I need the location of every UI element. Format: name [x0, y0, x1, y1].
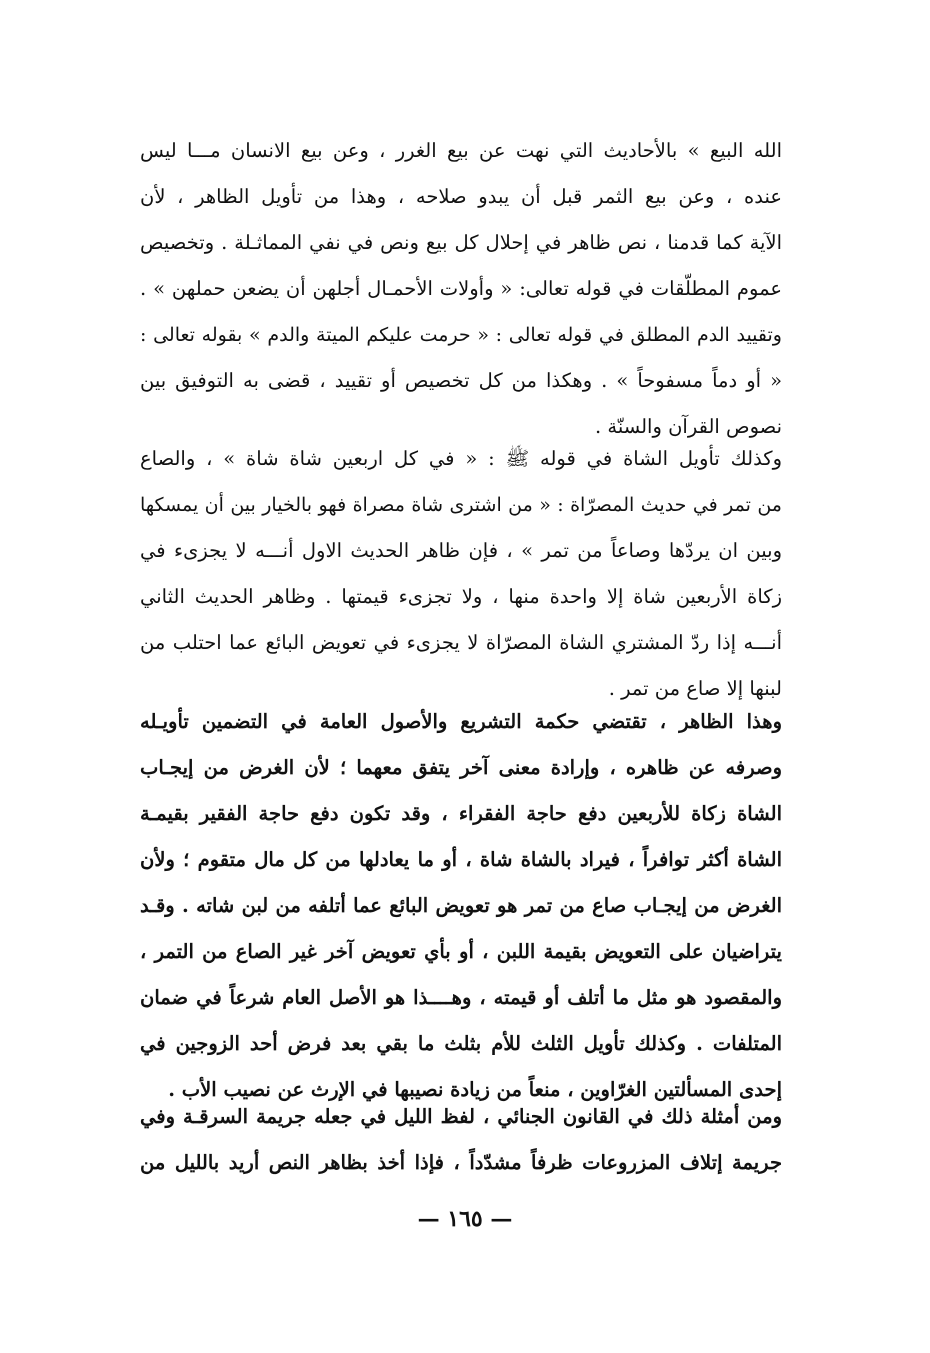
text-line: الشاة زكاة للأربعين دفع حاجة الفقراء ، وقد تكون دفع حاجة الفقير بقيمـة	[140, 802, 782, 825]
paragraph-2	[140, 436, 782, 712]
text-line: من تمر في حديث المصرّاة : « من اشترى شاة مصراة فهو بالخيار بين أن يمسكها	[140, 494, 782, 516]
text-line: الله البيع » بالأحاديث التي نهت عن بيع الغرر ، وعن بيع الانسان مـــا ليس	[140, 139, 782, 162]
text-line: الآية كما قدمنا ، نص ظاهر في إحلال كل بيع ونص في نفي المماثـلة . وتخصيص	[140, 231, 782, 254]
text-line: وتقييد الدم المطلق في قوله تعالى : « حرمت عليكم الميتة والدم » بقوله تعالى :	[140, 324, 782, 346]
text-line: الشاة أكثر توافراً ، فيراد بالشاة شاة ، أو ما يعادلها من كل مال متقوم ؛ ولأن	[140, 848, 782, 871]
text-line: أنـــه إذا ردّ المشتري الشاة المصرّاة لا يجزىء في تعويض البائع عما احتلب من	[140, 631, 782, 654]
text-line: وبين ان يردّها وصاعاً من تمر » ، فإن ظاهر الحديث الاول أنـــه لا يجزىء في	[140, 539, 782, 562]
text-line: جريمة إتلاف المزروعات ظرفاً مشدّداً ، فإذا أخذ بظاهر النص أريد بالليل من	[140, 1151, 782, 1174]
text-line: عنده ، وعن بيع الثمر قبل أن يبدو صلاحه ، وهذا من تأويل الظاهر ، لأن	[140, 185, 782, 208]
paragraph-4	[140, 1094, 782, 1186]
text-line: ومن أمثلة ذلك في القانون الجنائي ، لفظ الليل في جعله جريمة السرقـة وفي	[140, 1105, 782, 1128]
page-number: — ١٦٥ —	[417, 1206, 513, 1232]
text-line: وصرفه عن ظاهره ، وإرادة معنى آخر يتفق معهما ؛ لأن الغرض من إيجـاب	[140, 756, 782, 779]
text-line: نصوص القرآن والسنّة .	[594, 415, 782, 438]
paragraph-3	[140, 699, 782, 1113]
text-line: إحدى المسألتين الغرّاوين ، منعاً من زيادة نصيبها في الإرث عن نصيب الأب .	[168, 1078, 782, 1101]
paragraph-1	[140, 128, 782, 450]
text-line: زكاة الأربعين شاة إلا واحدة منها ، ولا تجزىء قيمتها . وظاهر الحديث الثاني	[140, 585, 782, 608]
text-line: الغرض من إيجـاب صاع من تمر هو تعويض البائع عما أتلفه من لبن شاته . وقـد	[140, 894, 782, 917]
text-line: المتلفات . وكذلك تأويل الثلث للأم بثلث ما بقي بعد فرض أحد الزوجين في	[140, 1032, 782, 1055]
text-line: والمقصود هو مثل ما أتلف أو قيمته ، وهــــذا هو الأصل العام شرعاً في ضمان	[140, 986, 782, 1009]
text-line: « أو دماً مسفوحاً » . وهكذا من كل تخصيص أو تقييد ، قضى به التوفيق بين	[140, 369, 782, 392]
text-line: يتراضيان على التعويض بقيمة اللبن ، أو بأي تعويض آخر غير الصاع من التمر ،	[140, 940, 782, 963]
text-line: وكذلك تأويل الشاة في قوله ﷺ : « في كل اربعين شاة شاة » ، والصاع	[140, 447, 782, 470]
text-line: لبنها إلا صاع من تمر .	[608, 677, 782, 700]
text-line: عموم المطلّقات في قوله تعالى: « وأولات الأحمـال أجلهن أن يضعن حملهن » .	[140, 277, 782, 300]
text-line: وهذا الظاهر ، تقتضي حكمة التشريع والأصول العامة في التضمين تأويـله	[140, 710, 782, 733]
